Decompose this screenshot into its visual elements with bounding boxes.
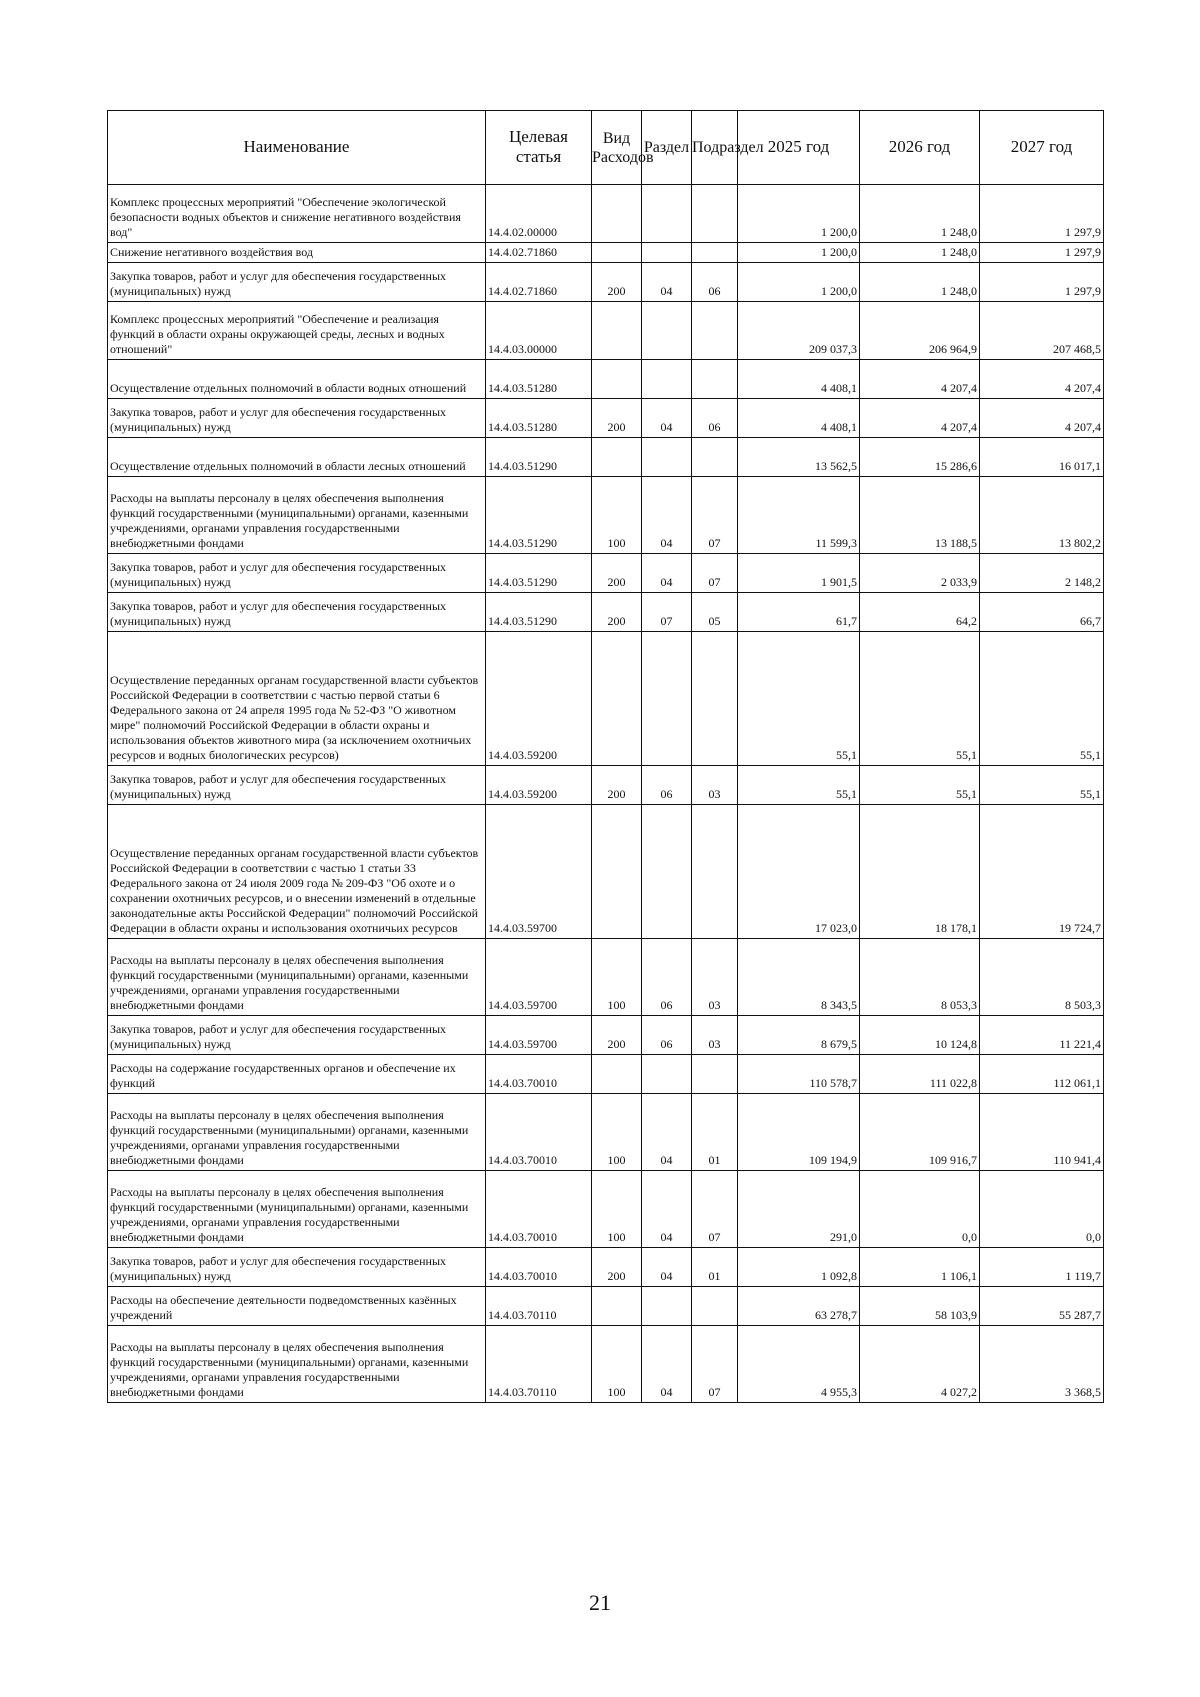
cell-target: 14.4.03.51280 [486, 399, 592, 438]
cell-vid [592, 805, 642, 939]
cell-name: Расходы на выплаты персоналу в целях обеспечения выполнения функций государственными (муниципальными) органами, казенными учреждениями, органами управления государственными внебюджетными фондами [108, 477, 486, 554]
cell-name: Расходы на выплаты персоналу в целях обеспечения выполнения функций государственными (муниципальными) органами, казенными учреждениями, органами управления государственными внебюджетными фондами [108, 1326, 486, 1403]
page-number: 21 [589, 1590, 611, 1615]
cell-podrazdel [692, 1287, 738, 1326]
cell-vid [592, 1287, 642, 1326]
cell-2025: 55,1 [738, 632, 860, 766]
cell-name: Осуществление отдельных полномочий в области водных отношений [108, 360, 486, 399]
cell-vid [592, 185, 642, 243]
cell-2026: 4 027,2 [860, 1326, 980, 1403]
cell-2026: 1 248,0 [860, 243, 980, 263]
cell-razdel: 04 [642, 263, 692, 302]
cell-2026: 13 188,5 [860, 477, 980, 554]
cell-vid [592, 360, 642, 399]
table-row [108, 939, 1104, 1016]
cell-2026: 64,2 [860, 593, 980, 632]
cell-2027: 0,0 [980, 1171, 1104, 1248]
table-row [108, 1287, 1104, 1326]
cell-2027: 16 017,1 [980, 438, 1104, 477]
header-razdel: Раздел [642, 111, 692, 185]
cell-2025: 11 599,3 [738, 477, 860, 554]
cell-razdel: 06 [642, 939, 692, 1016]
cell-podrazdel: 05 [692, 593, 738, 632]
cell-2027: 13 802,2 [980, 477, 1104, 554]
cell-2027: 112 061,1 [980, 1055, 1104, 1094]
cell-2027: 11 221,4 [980, 1016, 1104, 1055]
cell-podrazdel [692, 632, 738, 766]
cell-2025: 1 092,8 [738, 1248, 860, 1287]
cell-name: Закупка товаров, работ и услуг для обеспечения государственных (муниципальных) нужд [108, 593, 486, 632]
table-body [108, 185, 1104, 1403]
cell-2027: 8 503,3 [980, 939, 1104, 1016]
cell-2025: 109 194,9 [738, 1094, 860, 1171]
cell-name: Закупка товаров, работ и услуг для обеспечения государственных (муниципальных) нужд [108, 399, 486, 438]
cell-vid [592, 438, 642, 477]
cell-2026: 4 207,4 [860, 399, 980, 438]
cell-podrazdel: 03 [692, 766, 738, 805]
header-name: Наименование [108, 111, 486, 185]
cell-razdel [642, 243, 692, 263]
table-row [108, 1094, 1104, 1171]
cell-target: 14.4.03.59200 [486, 766, 592, 805]
cell-target: 14.4.03.59700 [486, 805, 592, 939]
cell-razdel [642, 185, 692, 243]
cell-name: Закупка товаров, работ и услуг для обеспечения государственных (муниципальных) нужд [108, 766, 486, 805]
cell-target: 14.4.03.51290 [486, 438, 592, 477]
cell-razdel [642, 438, 692, 477]
cell-2026: 111 022,8 [860, 1055, 980, 1094]
cell-2026: 1 248,0 [860, 263, 980, 302]
cell-2025: 8 679,5 [738, 1016, 860, 1055]
cell-razdel: 04 [642, 1248, 692, 1287]
cell-target: 14.4.03.59700 [486, 1016, 592, 1055]
cell-vid [592, 302, 642, 360]
table-row [108, 1016, 1104, 1055]
cell-target: 14.4.03.70010 [486, 1094, 592, 1171]
cell-2026: 4 207,4 [860, 360, 980, 399]
cell-2025: 209 037,3 [738, 302, 860, 360]
cell-target: 14.4.03.59700 [486, 939, 592, 1016]
cell-podrazdel: 07 [692, 1326, 738, 1403]
table-row [108, 438, 1104, 477]
cell-2026: 55,1 [860, 766, 980, 805]
cell-name: Осуществление переданных органам государственной власти субъектов Российской Федерации в соответствии с частью первой статьи 6 Федерального закона от 24 апреля 1995 года № 52-ФЗ "О животном мире" полномочий Российской Федерации в области охраны и использования объектов животного мира (за исключением охотничьих ресурсов и водных биологических ресурсов) [108, 632, 486, 766]
cell-razdel: 04 [642, 399, 692, 438]
cell-podrazdel: 06 [692, 399, 738, 438]
cell-2026: 1 248,0 [860, 185, 980, 243]
cell-razdel [642, 302, 692, 360]
cell-name: Расходы на содержание государственных органов и обеспечение их функций [108, 1055, 486, 1094]
header-podrazdel: Подраздел [692, 111, 738, 185]
cell-2025: 1 200,0 [738, 263, 860, 302]
cell-2026: 2 033,9 [860, 554, 980, 593]
cell-vid [592, 243, 642, 263]
cell-podrazdel [692, 302, 738, 360]
cell-name: Расходы на выплаты персоналу в целях обеспечения выполнения функций государственными (муниципальными) органами, казенными учреждениями, органами управления государственными внебюджетными фондами [108, 1171, 486, 1248]
cell-2027: 1 297,9 [980, 243, 1104, 263]
cell-vid: 100 [592, 1171, 642, 1248]
cell-vid: 100 [592, 939, 642, 1016]
cell-podrazdel: 01 [692, 1094, 738, 1171]
cell-name: Расходы на выплаты персоналу в целях обеспечения выполнения функций государственными (муниципальными) органами, казенными учреждениями, органами управления государственными внебюджетными фондами [108, 939, 486, 1016]
cell-vid: 100 [592, 1326, 642, 1403]
cell-vid: 200 [592, 1248, 642, 1287]
cell-podrazdel: 07 [692, 554, 738, 593]
cell-2025: 4 408,1 [738, 399, 860, 438]
cell-razdel: 04 [642, 477, 692, 554]
cell-razdel [642, 360, 692, 399]
table-row [108, 302, 1104, 360]
cell-2025: 17 023,0 [738, 805, 860, 939]
cell-2027: 2 148,2 [980, 554, 1104, 593]
cell-target: 14.4.03.70010 [486, 1055, 592, 1094]
cell-podrazdel [692, 1055, 738, 1094]
table-row [108, 399, 1104, 438]
cell-razdel [642, 1055, 692, 1094]
cell-target: 14.4.02.71860 [486, 243, 592, 263]
table-row [108, 185, 1104, 243]
cell-name: Комплекс процессных мероприятий "Обеспечение и реализация функций в области охраны окружающей среды, лесных и водных отношений" [108, 302, 486, 360]
cell-name: Осуществление отдельных полномочий в области лесных отношений [108, 438, 486, 477]
cell-2027: 3 368,5 [980, 1326, 1104, 1403]
cell-razdel: 07 [642, 593, 692, 632]
table-row [108, 554, 1104, 593]
cell-2027: 4 207,4 [980, 399, 1104, 438]
cell-target: 14.4.03.51280 [486, 360, 592, 399]
cell-2026: 109 916,7 [860, 1094, 980, 1171]
cell-2025: 13 562,5 [738, 438, 860, 477]
table-row [108, 263, 1104, 302]
table-row [108, 632, 1104, 766]
cell-2025: 4 955,3 [738, 1326, 860, 1403]
cell-name: Осуществление переданных органам государственной власти субъектов Российской Федерации в соответствии с частью 1 статьи 33 Федерального закона от 24 июля 2009 года № 209-ФЗ "Об охоте и о сохранении охотничьих ресурсов, и о внесении изменений в отдельные законодательные акты Российской Федерации" полномочий Российской Федерации в области охраны и использования охотничьих ресурсов [108, 805, 486, 939]
cell-target: 14.4.03.51290 [486, 593, 592, 632]
cell-podrazdel [692, 438, 738, 477]
cell-podrazdel: 01 [692, 1248, 738, 1287]
table-row [108, 360, 1104, 399]
cell-podrazdel: 03 [692, 1016, 738, 1055]
cell-target: 14.4.03.51290 [486, 477, 592, 554]
cell-vid: 200 [592, 399, 642, 438]
cell-name: Закупка товаров, работ и услуг для обеспечения государственных (муниципальных) нужд [108, 1016, 486, 1055]
cell-target: 14.4.03.51290 [486, 554, 592, 593]
cell-name: Снижение негативного воздействия вод [108, 243, 486, 263]
budget-table [107, 110, 1104, 1403]
cell-2025: 1 901,5 [738, 554, 860, 593]
cell-2025: 63 278,7 [738, 1287, 860, 1326]
table-row [108, 1171, 1104, 1248]
cell-2027: 1 297,9 [980, 185, 1104, 243]
cell-2027: 1 119,7 [980, 1248, 1104, 1287]
table-row [108, 243, 1104, 263]
cell-vid [592, 632, 642, 766]
cell-2025: 1 200,0 [738, 243, 860, 263]
cell-podrazdel: 07 [692, 477, 738, 554]
cell-vid: 100 [592, 1094, 642, 1171]
cell-vid: 200 [592, 766, 642, 805]
cell-razdel: 06 [642, 1016, 692, 1055]
header-2026: 2026 год [860, 111, 980, 185]
cell-2026: 55,1 [860, 632, 980, 766]
header-target: Целевая статья [486, 111, 592, 185]
cell-2026: 58 103,9 [860, 1287, 980, 1326]
cell-2027: 4 207,4 [980, 360, 1104, 399]
cell-name: Закупка товаров, работ и услуг для обеспечения государственных (муниципальных) нужд [108, 263, 486, 302]
cell-podrazdel: 03 [692, 939, 738, 1016]
cell-target: 14.4.03.59200 [486, 632, 592, 766]
cell-name: Комплекс процессных мероприятий "Обеспечение экологической безопасности водных объектов и снижение негативного воздействия вод" [108, 185, 486, 243]
cell-vid: 100 [592, 477, 642, 554]
table-row [108, 1248, 1104, 1287]
cell-razdel [642, 632, 692, 766]
cell-target: 14.4.03.00000 [486, 302, 592, 360]
header-2027: 2027 год [980, 111, 1104, 185]
cell-name: Расходы на обеспечение деятельности подведомственных казённых учреждений [108, 1287, 486, 1326]
cell-2027: 66,7 [980, 593, 1104, 632]
cell-vid: 200 [592, 263, 642, 302]
cell-target: 14.4.03.70110 [486, 1287, 592, 1326]
table-row [108, 766, 1104, 805]
cell-2027: 55 287,7 [980, 1287, 1104, 1326]
table-row [108, 593, 1104, 632]
cell-2025: 291,0 [738, 1171, 860, 1248]
cell-razdel: 06 [642, 766, 692, 805]
cell-razdel: 04 [642, 1094, 692, 1171]
cell-podrazdel [692, 243, 738, 263]
table-row [108, 1055, 1104, 1094]
cell-podrazdel: 06 [692, 263, 738, 302]
cell-2026: 18 178,1 [860, 805, 980, 939]
cell-2025: 61,7 [738, 593, 860, 632]
cell-2027: 1 297,9 [980, 263, 1104, 302]
cell-name: Закупка товаров, работ и услуг для обеспечения государственных (муниципальных) нужд [108, 554, 486, 593]
cell-podrazdel [692, 185, 738, 243]
cell-2026: 206 964,9 [860, 302, 980, 360]
cell-razdel [642, 805, 692, 939]
cell-2025: 1 200,0 [738, 185, 860, 243]
cell-2026: 0,0 [860, 1171, 980, 1248]
cell-2027: 55,1 [980, 766, 1104, 805]
cell-2027: 207 468,5 [980, 302, 1104, 360]
cell-2027: 19 724,7 [980, 805, 1104, 939]
cell-target: 14.4.02.00000 [486, 185, 592, 243]
cell-podrazdel [692, 360, 738, 399]
cell-razdel: 04 [642, 1171, 692, 1248]
cell-2026: 15 286,6 [860, 438, 980, 477]
cell-podrazdel: 07 [692, 1171, 738, 1248]
header-vid: Вид Расходов [592, 111, 642, 185]
cell-2027: 110 941,4 [980, 1094, 1104, 1171]
cell-target: 14.4.02.71860 [486, 263, 592, 302]
cell-2025: 8 343,5 [738, 939, 860, 1016]
table-row [108, 1326, 1104, 1403]
table-row [108, 477, 1104, 554]
cell-target: 14.4.03.70010 [486, 1171, 592, 1248]
cell-name: Закупка товаров, работ и услуг для обеспечения государственных (муниципальных) нужд [108, 1248, 486, 1287]
cell-razdel: 04 [642, 1326, 692, 1403]
cell-vid: 200 [592, 554, 642, 593]
cell-vid: 200 [592, 593, 642, 632]
cell-2026: 8 053,3 [860, 939, 980, 1016]
cell-target: 14.4.03.70010 [486, 1248, 592, 1287]
table-header-row [108, 111, 1104, 185]
cell-2025: 110 578,7 [738, 1055, 860, 1094]
cell-target: 14.4.03.70110 [486, 1326, 592, 1403]
cell-2027: 55,1 [980, 632, 1104, 766]
header-2025: 2025 год [738, 111, 860, 185]
cell-razdel: 04 [642, 554, 692, 593]
cell-vid [592, 1055, 642, 1094]
table-row [108, 805, 1104, 939]
cell-2026: 10 124,8 [860, 1016, 980, 1055]
cell-2026: 1 106,1 [860, 1248, 980, 1287]
cell-name: Расходы на выплаты персоналу в целях обеспечения выполнения функций государственными (муниципальными) органами, казенными учреждениями, органами управления государственными внебюджетными фондами [108, 1094, 486, 1171]
cell-razdel [642, 1287, 692, 1326]
cell-vid: 200 [592, 1016, 642, 1055]
cell-2025: 55,1 [738, 766, 860, 805]
cell-podrazdel [692, 805, 738, 939]
cell-2025: 4 408,1 [738, 360, 860, 399]
